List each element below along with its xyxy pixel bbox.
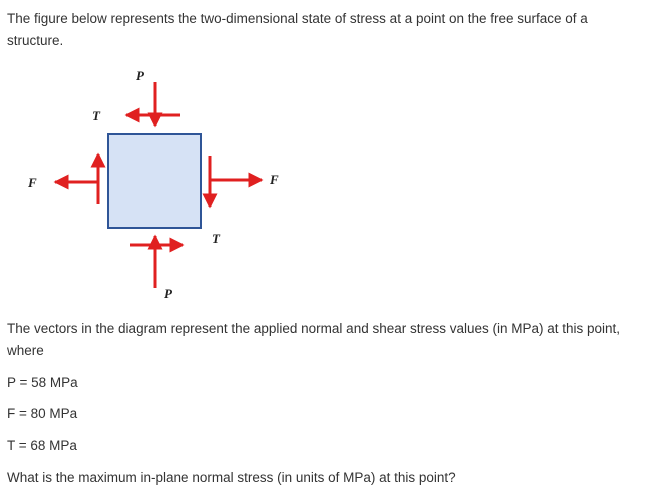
label-f-left: F	[28, 175, 37, 190]
t-value-line: T = 68 MPa	[7, 438, 77, 453]
label-f-right: F	[270, 172, 279, 187]
label-t-top: T	[92, 108, 100, 123]
f-value-line: F = 80 MPa	[7, 406, 78, 421]
description-paragraph: The vectors in the diagram represent the applied normal and shear stress values (in MPa) at this point, where	[7, 321, 621, 358]
p-value-line: P = 58 MPa	[7, 375, 78, 390]
label-p-bottom: P	[164, 286, 172, 301]
question-paragraph: What is the maximum in-plane normal stress (in units of MPa) at this point?	[7, 470, 456, 485]
stress-element-square	[108, 134, 201, 228]
intro-paragraph: The figure below represents the two-dimensional state of stress at a point on the free surface of a structure.	[7, 11, 588, 48]
label-p-top: P	[136, 68, 144, 83]
label-t-bottom: T	[212, 231, 220, 246]
